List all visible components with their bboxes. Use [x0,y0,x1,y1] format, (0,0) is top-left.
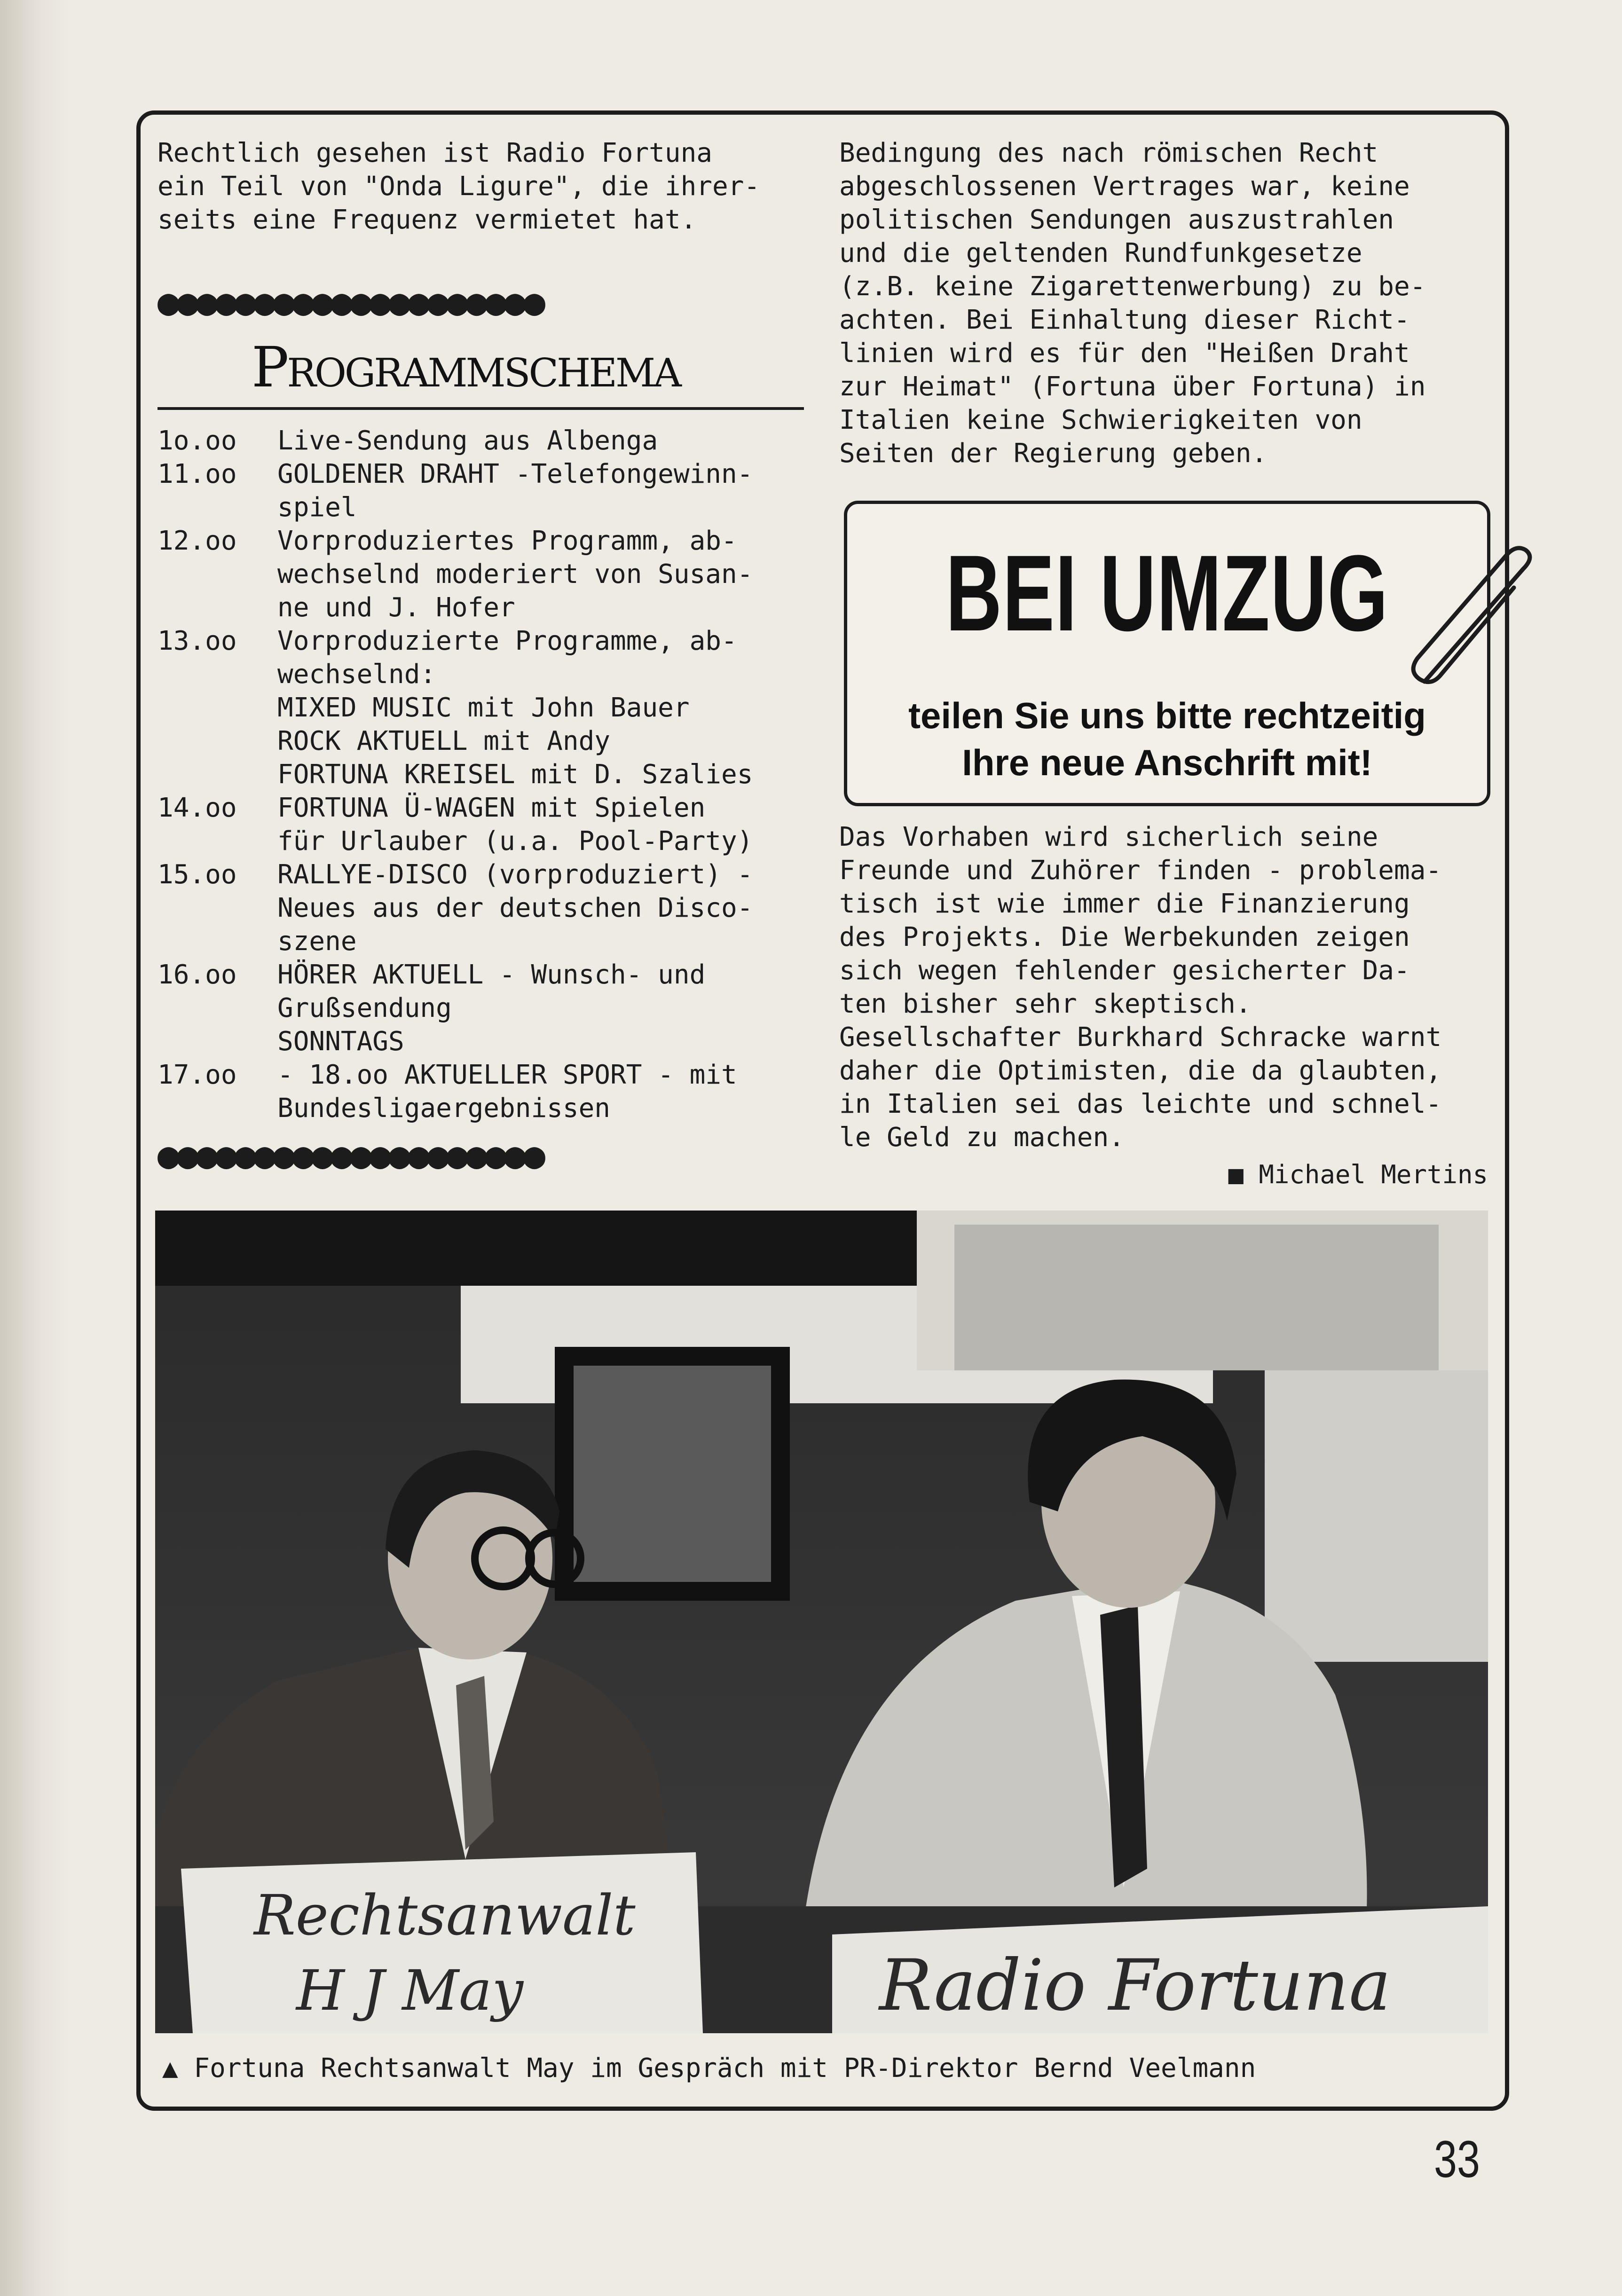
schedule-description [277,1058,802,1125]
schedule-time: 1o.oo [157,425,237,456]
schedule-row [157,1025,802,1058]
schedule-line: RALLYE-DISCO (vorproduziert) - [277,859,753,890]
schedule-line: Grußsendung [277,993,452,1023]
schedule-time: 11.oo [157,459,237,489]
text-line: und die geltenden Rundfunkgesetze [839,238,1362,268]
press-photo [155,1211,1488,2033]
schedule-row [157,457,802,524]
schedule-line: GOLDENER DRAHT -Telefongewinn- [277,459,753,489]
moving-notice-text [847,692,1487,786]
photo-caption: ▲ Fortuna Rechtsanwalt May im Gespräch mit PR-Direktor Bernd Veelmann [162,2053,1256,2084]
text-line: daher die Optimisten, die da glaubten, [839,1055,1442,1086]
schedule-description [277,791,802,858]
left-column [157,136,802,1177]
text-line: Bedingung des nach römischen Recht [839,138,1378,168]
schedule-description [277,424,802,457]
paperclip-icon [1406,541,1547,696]
right-top-paragraph [839,136,1488,470]
program-schedule [157,424,802,1125]
schedule-line: Vorproduziertes Programm, ab- [277,526,737,556]
schedule-row [157,858,802,958]
intro-line: Rechtlich gesehen ist Radio Fortuna [157,138,713,168]
schedule-line: HÖRER AKTUELL - Wunsch- und [277,959,706,990]
intro-paragraph [157,136,802,236]
text-line: abgeschlossenen Vertrages war, keine [839,171,1410,202]
schedule-row [157,624,802,791]
schedule-line: ne und J. Hofer [277,592,515,623]
text-line: politischen Sendungen auszustrahlen [839,204,1394,235]
schedule-row [157,424,802,457]
intro-line: seits eine Frequenz vermietet hat. [157,204,697,235]
schedule-description [277,457,802,524]
schedule-line: Live-Sendung aus Albenga [277,425,658,456]
text-line: le Geld zu machen. [839,1122,1125,1153]
text-line: Freunde und Zuhörer finden - problema- [839,855,1442,886]
schedule-time [157,1025,277,1058]
page-number: 33 [1434,2131,1480,2188]
author-byline: ■ Michael Mertins [1228,1160,1488,1189]
schedule-line: SONNTAGS [277,1026,404,1057]
schedule-time: 13.oo [157,626,237,656]
text-line: linien wird es für den "Heißen Draht [839,338,1410,369]
schedule-description [277,524,802,624]
heading-rule [157,407,804,410]
photo-illustration [155,1211,1488,2033]
schedule-line: ROCK AKTUELL mit Andy [277,726,611,756]
schedule-line: szene [277,926,357,957]
schedule-description [277,858,802,958]
schedule-time: 12.oo [157,526,237,556]
schedule-line: Neues aus der deutschen Disco- [277,893,753,923]
schedule-description [277,958,802,1025]
text-line: Das Vorhaben wird sicherlich seine [839,822,1378,852]
text-line: des Projekts. Die Werbekunden zeigen [839,922,1410,952]
text-line: sich wegen fehlender gesicherter Da- [839,955,1410,986]
text-line: in Italien sei das leichte und schnel- [839,1089,1442,1119]
text-line: (z.B. keine Zigarettenwerbung) zu be- [839,271,1426,302]
schedule-line: spiel [277,492,357,523]
schedule-line: wechselnd moderiert von Susan- [277,559,753,590]
moving-notice-box [844,501,1490,806]
schedule-row [157,1058,802,1125]
text-line: Gesellschafter Burkhard Schracke warnt [839,1022,1442,1053]
text-line: Seiten der Regierung geben. [839,438,1268,469]
program-heading: Programmschema [252,335,680,400]
schedule-time: 15.oo [157,859,237,890]
schedule-row [157,791,802,858]
schedule-line: wechselnd: [277,659,436,690]
schedule-description [277,624,802,791]
schedule-time: 14.oo [157,793,237,823]
schedule-line: Vorproduzierte Programme, ab- [277,626,737,656]
text-line: ten bisher sehr skeptisch. [839,989,1252,1019]
right-column-top [839,136,1488,470]
schedule-line: FORTUNA Ü-WAGEN mit Spielen [277,793,706,823]
text-line: Italien keine Schwierigkeiten von [839,405,1362,435]
right-bottom-paragraph [839,820,1488,1154]
dot-divider-top: ●●●●●●●●●●●●●●●●●●●● [157,281,543,323]
moving-notice-line: Ihre neue Anschrift mit! [962,742,1372,783]
page-edge-shadow [0,0,71,2296]
schedule-description [277,1025,802,1058]
sign-right-text: Radio Fortuna [879,1945,1391,2027]
schedule-time: 17.oo [157,1060,237,1090]
schedule-time: 16.oo [157,959,237,990]
text-line: tisch ist wie immer die Finanzierung [839,889,1410,919]
schedule-line: - 18.oo AKTUELLER SPORT - mit [277,1060,737,1090]
schedule-line: FORTUNA KREISEL mit D. Szalies [277,759,753,790]
sign-left-line1: Rechtsanwalt [254,1883,636,1948]
text-line: zur Heimat" (Fortuna über Fortuna) in [839,371,1426,402]
schedule-row [157,524,802,624]
schedule-line: Bundesligaergebnissen [277,1093,611,1124]
schedule-row [157,958,802,1025]
moving-notice-line: teilen Sie uns bitte rechtzeitig [908,695,1426,736]
schedule-line: für Urlauber (u.a. Pool-Party) [277,826,753,857]
dot-divider-bottom: ●●●●●●●●●●●●●●●●●●●● [157,1134,543,1177]
schedule-line: MIXED MUSIC mit John Bauer [277,692,690,723]
moving-notice-title: BEI UMZUG [945,533,1389,653]
sign-left-line2: H J May [296,1958,524,2023]
text-line: achten. Bei Einhaltung dieser Richt- [839,305,1410,335]
right-column-bottom [839,820,1488,1189]
intro-line: ein Teil von "Onda Ligure", die ihrer- [157,171,760,202]
